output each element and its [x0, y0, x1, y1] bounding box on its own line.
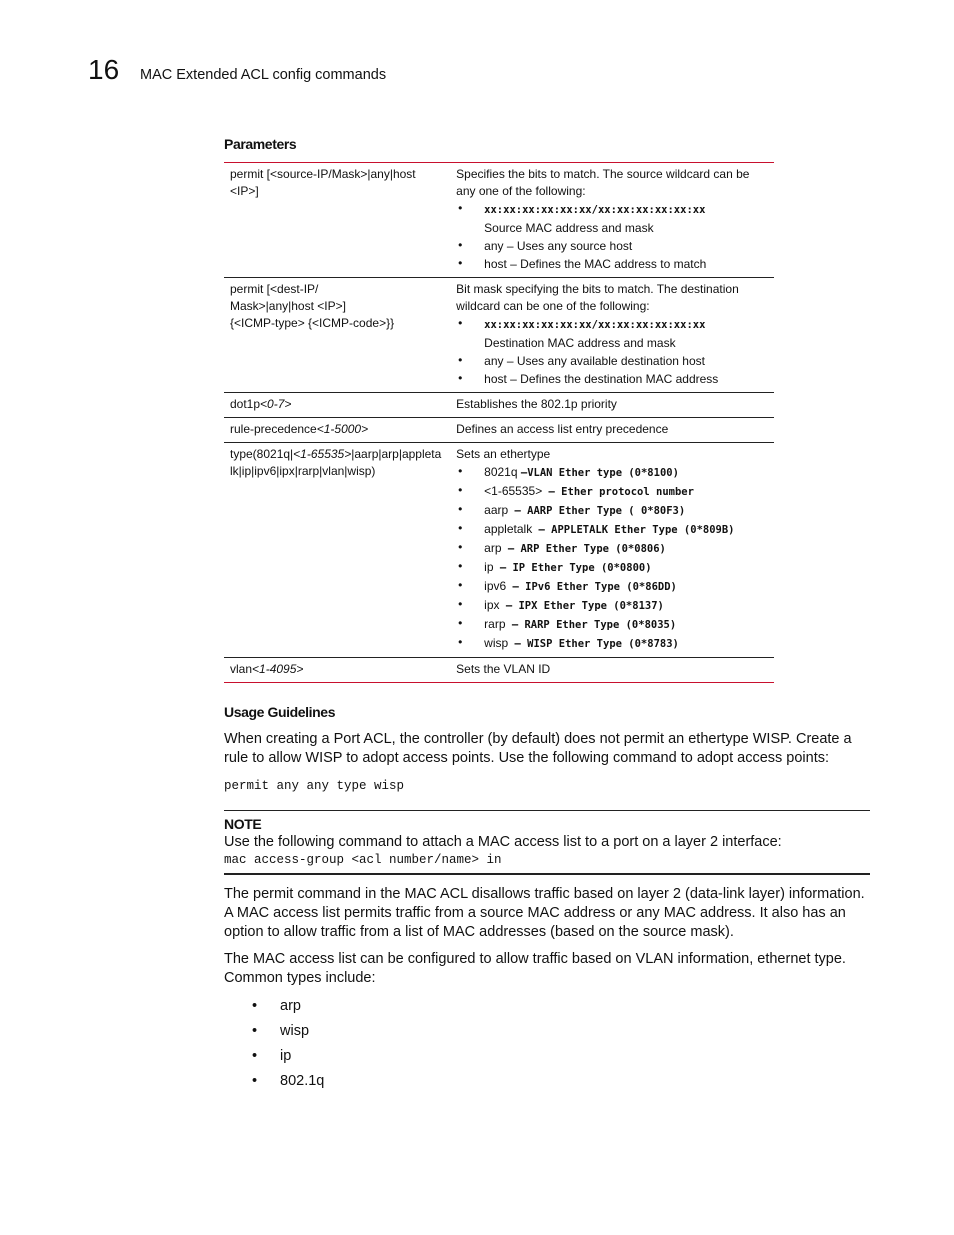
ethertype-name: arp: [484, 541, 502, 555]
ethertype-value: – Ether protocol number: [542, 486, 694, 498]
list-item: [456, 463, 770, 482]
bullet-icon: •: [458, 464, 463, 478]
type-label: 802.1q: [280, 1073, 325, 1089]
ethertype-value: – IPv6 Ether Type (0*86DD): [506, 581, 677, 593]
desc-text: Sets an ethertype: [456, 447, 551, 461]
list-item: [456, 634, 770, 653]
desc-text: Specifies the bits to match. The source wildcard can be any one of the following:: [456, 167, 750, 198]
ethertype-name: appletalk: [484, 522, 533, 536]
ethertype-name: 8021q: [484, 465, 518, 479]
bullet-icon: •: [458, 316, 463, 330]
ethertype-value: – AARP Ether Type ( 0*80F3): [508, 505, 686, 517]
list-item: [456, 558, 770, 577]
desc-cell: [447, 163, 774, 278]
param-line: permit [<dest-IP/: [230, 282, 319, 296]
ethertype-name: wisp: [484, 636, 509, 650]
desc-cell: [447, 443, 774, 658]
list-item: [456, 539, 770, 558]
desc-cell: [447, 278, 774, 393]
type-label: wisp: [280, 1023, 310, 1039]
note-code: mac access-group <acl number/name> in: [224, 853, 502, 867]
ethertype-value: – IPX Ether Type (0*8137): [499, 600, 664, 612]
param-cell: [224, 393, 447, 418]
bullet-text: any – Uses any available destination host: [484, 354, 705, 368]
ethertype-name: ipv6: [484, 579, 507, 593]
desc-bullet-list: [456, 200, 770, 273]
param-name: rule-precedence: [230, 422, 317, 436]
list-item: [252, 1046, 324, 1071]
ethertype-list: [456, 463, 770, 653]
bullet-icon: •: [458, 201, 463, 215]
bullet-icon: •: [458, 371, 463, 385]
bullet-icon: •: [458, 238, 463, 252]
list-item: [456, 577, 770, 596]
param-options: |aarp|arp|appletalk|ip|ipv6|ipx|rarp|vlan|wisp): [230, 447, 442, 478]
parameters-table: [224, 162, 774, 683]
mac-mask-code: xx:xx:xx:xx:xx:xx/xx:xx:xx:xx:xx:xx: [484, 319, 706, 331]
param-cell: permit [<source-IP/Mask>|any|host <IP>]: [224, 163, 447, 278]
bullet-text: Destination MAC address and mask: [484, 336, 676, 350]
bullet-text: host – Defines the destination MAC address: [484, 372, 719, 386]
desc-bullet-list: [456, 315, 770, 388]
ethertype-value: – WISP Ether Type (0*8783): [508, 638, 679, 650]
bullet-icon: •: [458, 256, 463, 270]
bullet-icon: •: [458, 521, 463, 535]
bullet-icon: •: [458, 635, 463, 649]
param-name: vlan: [230, 662, 253, 676]
bullet-text: host – Defines the MAC address to match: [484, 257, 707, 271]
table-row: [224, 393, 774, 418]
bullet-icon: •: [458, 559, 463, 573]
bullet-icon: •: [458, 616, 463, 630]
type-label: arp: [280, 998, 301, 1014]
bullet-icon: •: [252, 998, 258, 1014]
note-label: NOTE: [224, 816, 262, 832]
desc-text: Bit mask specifying the bits to match. The destination wildcard can be one of the following:: [456, 282, 739, 313]
list-item: [456, 237, 770, 255]
param-range: <1-5000>: [316, 422, 369, 436]
table-row: [224, 418, 774, 443]
bullet-icon: •: [252, 1048, 258, 1064]
list-item: [456, 200, 770, 237]
ethertype-name: rarp: [484, 617, 506, 631]
param-range: <0-7>: [260, 397, 292, 411]
ethertype-value: – IP Ether Type (0*0800): [493, 562, 652, 574]
param-cell: [224, 278, 447, 393]
ethertype-name: ipx: [484, 598, 500, 612]
list-item: [456, 255, 770, 273]
param-cell: [224, 418, 447, 443]
bullet-icon: •: [458, 353, 463, 367]
list-item: [252, 1021, 324, 1046]
usage-paragraph-3: The MAC access list can be configured to allow traffic based on VLAN information, ethernet type. Common types include:: [224, 951, 846, 986]
bullet-text: Source MAC address and mask: [484, 221, 654, 235]
ethertype-value: – ARP Ether Type (0*0806): [501, 543, 666, 555]
list-item: [456, 520, 770, 539]
param-name: dot1p: [230, 397, 261, 411]
bullet-icon: •: [458, 483, 463, 497]
list-item: [456, 315, 770, 352]
bullet-icon: •: [458, 578, 463, 592]
bullet-icon: •: [458, 540, 463, 554]
bullet-text: any – Uses any source host: [484, 239, 633, 253]
ethertype-name: ip: [484, 560, 494, 574]
list-item: [456, 370, 770, 388]
usage-paragraph-2: The permit command in the MAC ACL disallows traffic based on layer 2 (data-link layer) information. A MAC access list permits traffic from a source MAC address or any MAC address. It also has an option to allow traffic from a list of MAC addresses (based on the source mask).: [224, 886, 865, 940]
list-item: [456, 352, 770, 370]
code-example: permit any any type wisp: [224, 779, 405, 793]
list-item: [456, 501, 770, 520]
mac-mask-code: xx:xx:xx:xx:xx:xx/xx:xx:xx:xx:xx:xx: [484, 204, 706, 216]
ethertype-name: <1-65535>: [484, 484, 543, 498]
parameters-heading: Parameters: [224, 136, 297, 152]
desc-cell: Sets the VLAN ID: [447, 658, 774, 683]
chapter-title: MAC Extended ACL config commands: [140, 67, 387, 83]
param-range: <1-4095>: [252, 662, 304, 676]
list-item: [252, 996, 324, 1021]
desc-cell: Establishes the 802.1p priority: [447, 393, 774, 418]
desc-cell: Defines an access list entry precedence: [447, 418, 774, 443]
bullet-icon: •: [252, 1023, 258, 1039]
table-row: [224, 278, 774, 393]
param-name: type(8021q|: [230, 447, 294, 461]
param-range: <1-65535>: [293, 447, 352, 461]
common-types-list: [252, 996, 324, 1096]
list-item: [456, 482, 770, 501]
type-label: ip: [280, 1048, 292, 1064]
usage-paragraph-1: When creating a Port ACL, the controller (by default) does not permit an ethertype WISP. Create a rule to allow WISP to adopt access points. Use the following command to adopt access points:: [224, 731, 852, 766]
param-cell: [224, 658, 447, 683]
ethertype-name: aarp: [484, 503, 509, 517]
usage-guidelines-heading: Usage Guidelines: [224, 704, 336, 720]
table-row: [224, 658, 774, 683]
ethertype-value: – APPLETALK Ether Type (0*809B): [532, 524, 735, 536]
bullet-icon: •: [252, 1073, 258, 1089]
table-row: [224, 163, 774, 278]
bullet-icon: •: [458, 597, 463, 611]
note-text: Use the following command to attach a MAC access list to a port on a layer 2 interface:: [224, 834, 782, 850]
list-item: [456, 596, 770, 615]
param-line: Mask>|any|host <IP>]: [230, 299, 346, 313]
param-line: {<ICMP-type> {<ICMP-code>}}: [230, 316, 395, 330]
ethertype-value: –VLAN Ether type (0*8100): [520, 467, 679, 479]
table-row: [224, 443, 774, 658]
bullet-icon: •: [458, 502, 463, 516]
param-cell: [224, 443, 447, 658]
chapter-number: 16: [88, 54, 120, 85]
note-box: [224, 810, 870, 875]
list-item: [252, 1071, 324, 1096]
list-item: [456, 615, 770, 634]
ethertype-value: – RARP Ether Type (0*8035): [505, 619, 677, 631]
